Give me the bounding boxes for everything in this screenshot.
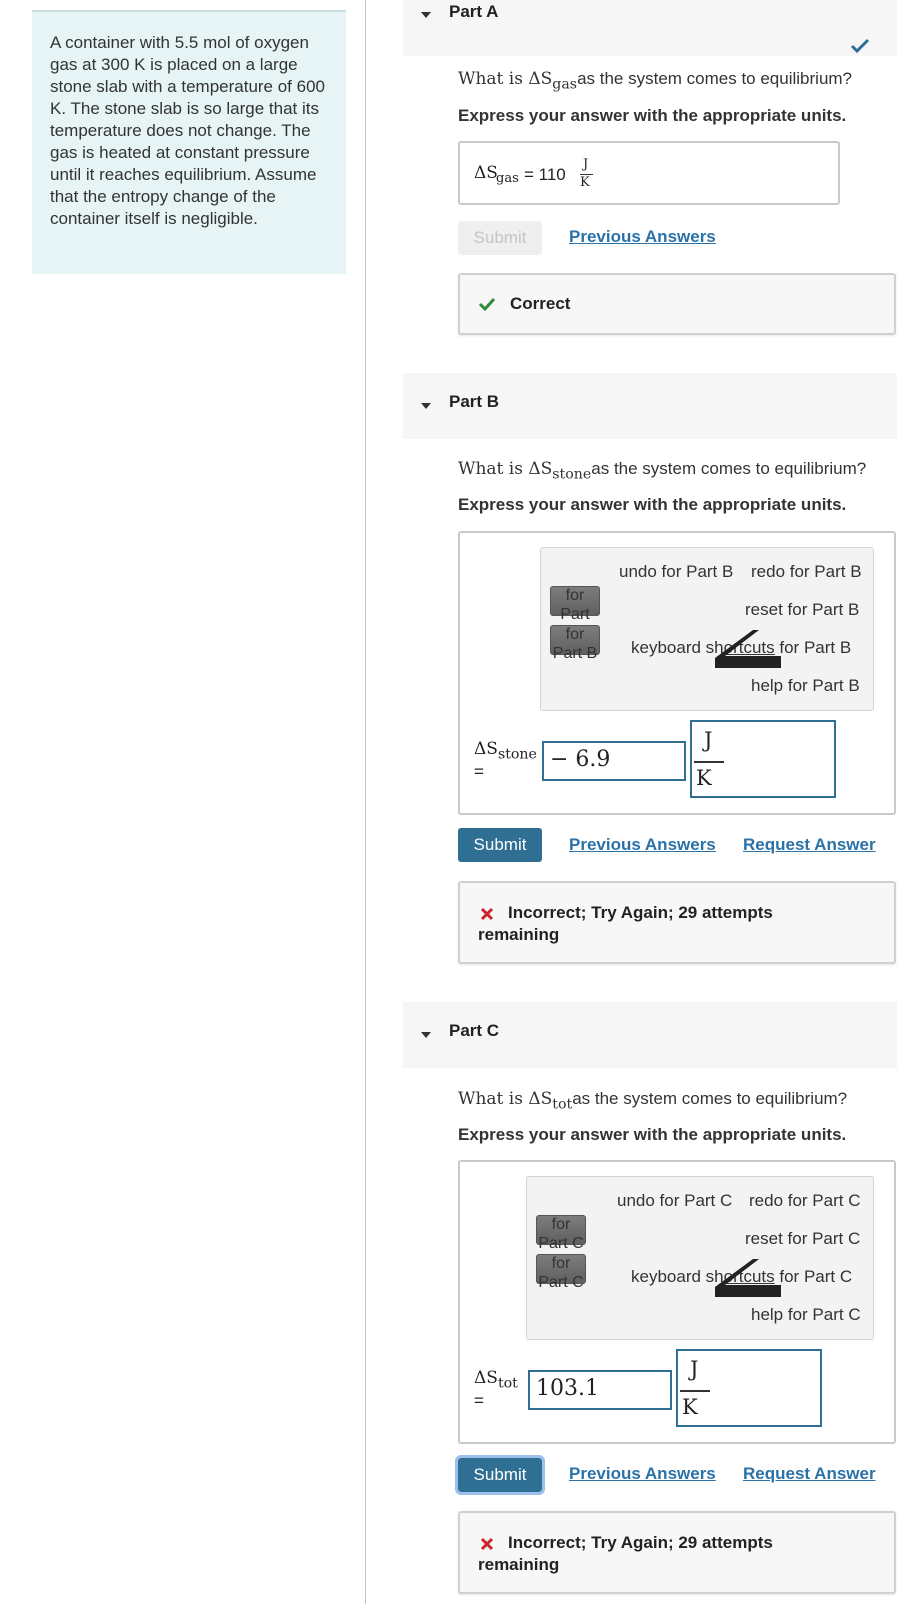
template-label-2: for Part C: [538, 1255, 584, 1291]
part-a-question: [458, 69, 852, 92]
help-button[interactable]: help for Part C: [751, 1305, 861, 1324]
redo-button[interactable]: redo for Part B: [751, 562, 862, 581]
correct-check-icon: [478, 297, 496, 311]
answer-var-sub: gas: [496, 171, 519, 186]
keyboard-shortcuts-c: for Part B: [774, 638, 852, 657]
part-c-question: [458, 1089, 847, 1112]
math-toolbar: [540, 547, 874, 711]
part-b-feedback-text: Incorrect; Try Again; 29 attempts remaining: [478, 903, 773, 944]
question-var: What is ΔS: [458, 459, 553, 479]
keyboard-shortcuts-b: ortcuts: [723, 638, 775, 657]
part-a-submit-button[interactable]: Submit: [458, 221, 542, 255]
part-c-request-answer-link[interactable]: Request Answer: [743, 1464, 876, 1483]
question-var: What is ΔS: [458, 1089, 553, 1109]
part-b-previous-answers-link[interactable]: Previous Answers: [569, 835, 716, 854]
unit-denominator: K: [580, 175, 590, 190]
template-label-1: for Part C: [538, 1216, 584, 1252]
unit-fraction-bar: [680, 1390, 710, 1392]
unit-numerator: J: [690, 1357, 699, 1381]
collapse-triangle-icon[interactable]: [421, 403, 431, 409]
var-sub: tot: [497, 1375, 518, 1392]
unit-input[interactable]: [676, 1349, 822, 1427]
part-b-answer-editor: [458, 531, 896, 815]
reset-button[interactable]: reset for Part B: [745, 600, 860, 619]
question-suffix: as the system comes to equilibrium?: [591, 459, 867, 478]
equals-sign: =: [474, 762, 484, 781]
part-a-previous-answers-link[interactable]: Previous Answers: [569, 227, 716, 246]
part-c-feedback-text: Incorrect; Try Again; 29 attempts remaining: [478, 1533, 773, 1574]
part-b-express: Express your answer with the appropriate units.: [458, 495, 847, 514]
part-a-header[interactable]: [403, 0, 897, 56]
part-a-feedback-text: Correct: [510, 294, 571, 313]
equals-sign: =: [474, 1391, 484, 1410]
cursor-icon: [715, 1257, 785, 1299]
unit-denominator: K: [682, 1395, 698, 1419]
question-suffix: as the system comes to equilibrium?: [577, 69, 853, 88]
value-input[interactable]: 103.1: [528, 1370, 672, 1410]
part-c-answer-editor: [458, 1160, 896, 1444]
answer-var: ΔS: [474, 163, 498, 183]
unit-input[interactable]: [690, 720, 836, 798]
unit-fraction-bar: [694, 761, 724, 763]
part-c-submit-button[interactable]: Submit: [458, 1458, 542, 1492]
checkmark-icon: [850, 38, 870, 54]
collapse-triangle-icon[interactable]: [421, 12, 431, 18]
keyboard-shortcuts-c: for Part C: [774, 1267, 853, 1286]
keyboard-shortcuts-b: ortcuts: [723, 1267, 775, 1286]
question-var-sub: gas: [552, 76, 578, 93]
question-var: What is ΔS: [458, 69, 553, 89]
column-divider: [365, 0, 366, 1604]
keyboard-shortcuts-a: keyboard sh: [631, 1267, 724, 1286]
part-c-header[interactable]: [403, 1002, 897, 1068]
problem-text: A container with 5.5 mol of oxygen gas at 300 K is placed on a large stone slab with a temperature of 600 K. The stone slab is so large that its temperature does not change. The gas is heated at constant pressure until it reaches equilibrium. Assume that the entropy change of the container itself is negligible.: [50, 33, 325, 228]
part-a-answer-display: [458, 141, 840, 205]
part-a-express: Express your answer with the appropriate units.: [458, 106, 847, 125]
question-suffix: as the system comes to equilibrium?: [572, 1089, 848, 1108]
question-var-sub: stone: [552, 466, 592, 483]
var-name: ΔS: [474, 1368, 498, 1388]
math-toolbar: [526, 1176, 874, 1340]
value-input[interactable]: − 6.9: [542, 741, 686, 781]
problem-statement: [32, 10, 346, 274]
help-button[interactable]: help for Part B: [751, 676, 860, 695]
part-c-title: Part C: [449, 1021, 500, 1040]
part-c-feedback: [458, 1511, 896, 1594]
question-var-sub: tot: [552, 1096, 573, 1113]
unit-numerator: J: [704, 728, 713, 752]
redo-button[interactable]: redo for Part C: [749, 1191, 861, 1210]
part-a-feedback: [458, 273, 896, 335]
template-label-2: for Part B: [552, 626, 598, 662]
part-b-request-answer-link[interactable]: Request Answer: [743, 835, 876, 854]
collapse-triangle-icon[interactable]: [421, 1032, 431, 1038]
part-c-express: Express your answer with the appropriate units.: [458, 1125, 847, 1144]
part-b-header[interactable]: [403, 373, 897, 439]
undo-button[interactable]: undo for Part B: [619, 562, 734, 581]
var-sub: stone: [497, 746, 537, 763]
unit-denominator: K: [696, 766, 712, 790]
reset-button[interactable]: reset for Part C: [745, 1229, 861, 1248]
var-name: ΔS: [474, 739, 498, 759]
unit-numerator: J: [583, 157, 589, 172]
keyboard-shortcuts-a: keyboard sh: [631, 638, 724, 657]
cursor-icon: [715, 628, 785, 670]
undo-button[interactable]: undo for Part C: [617, 1191, 733, 1210]
part-a-title: Part A: [449, 2, 499, 21]
part-b-submit-button[interactable]: Submit: [458, 828, 542, 862]
part-b-title: Part B: [449, 392, 500, 411]
part-c-previous-answers-link[interactable]: Previous Answers: [569, 1464, 716, 1483]
template-label-1: for Part: [560, 587, 590, 623]
answer-value: = 110: [524, 165, 566, 184]
part-b-question: [458, 459, 866, 482]
part-b-feedback: [458, 881, 896, 964]
